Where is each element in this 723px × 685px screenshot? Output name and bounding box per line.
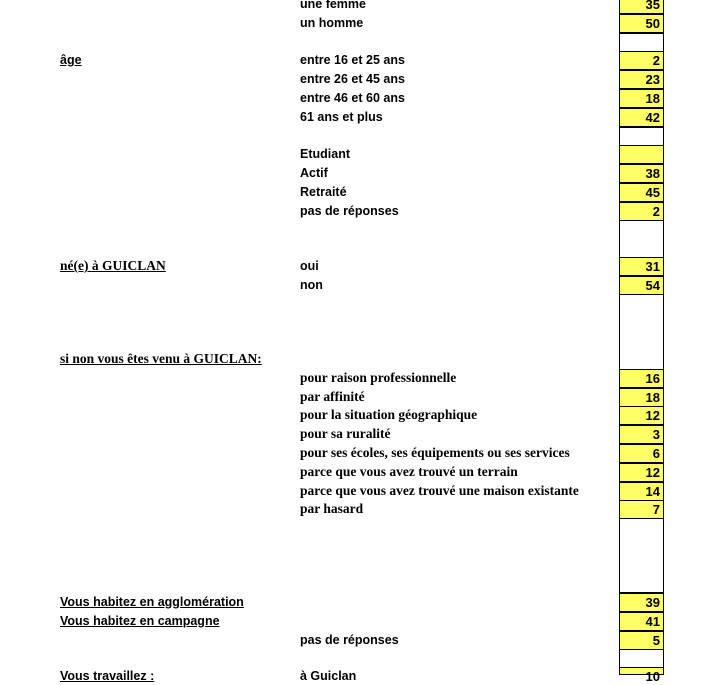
value-ne-oui: 31 [619, 257, 664, 276]
value-venu-8: 7 [619, 500, 664, 519]
empty-cell [619, 220, 664, 258]
heading-ne: né(e) à GUICLAN [60, 258, 166, 273]
empty-cell [619, 33, 664, 52]
value-venu-7: 14 [619, 482, 664, 501]
heading-age: âge [60, 53, 82, 67]
heading-travail: Vous travaillez : [60, 669, 155, 683]
value-age-4: 42 [619, 108, 664, 127]
label-femme: une femme [300, 0, 366, 11]
empty-cell [619, 518, 664, 593]
label-age-4: 61 ans et plus [300, 110, 383, 124]
label-statut-1: Etudiant [300, 147, 350, 161]
label-habitat-noresp: pas de réponses [300, 633, 399, 647]
value-campagne: 41 [619, 612, 664, 631]
label-venu-8: par hasard [300, 501, 364, 516]
value-venu-1: 16 [619, 369, 664, 388]
value-femme: 35 [619, 0, 664, 14]
label-statut-2: Actif [300, 166, 328, 180]
value-venu-3: 12 [619, 406, 664, 425]
label-venu-1: pour raison professionnelle [300, 370, 457, 385]
heading-venu: si non vous êtes venu à GUICLAN: [60, 351, 262, 366]
value-agglomeration: 39 [619, 593, 664, 612]
value-venu-4: 3 [619, 425, 664, 444]
value-statut-2: 38 [619, 164, 664, 183]
value-ne-non: 54 [619, 276, 664, 295]
label-venu-7: parce que vous avez trouvé une maison existante [300, 483, 579, 498]
label-statut-3: Retraité [300, 185, 347, 199]
label-statut-4: pas de réponses [300, 204, 399, 218]
label-venu-5: pour ses écoles, ses équipements ou ses services [300, 445, 570, 460]
label-travail: à Guiclan [300, 669, 357, 683]
label-agglomeration: Vous habitez en agglomération [60, 595, 244, 609]
empty-cell [619, 294, 664, 370]
empty-cell [619, 649, 664, 668]
label-age-3: entre 46 et 60 ans [300, 91, 405, 105]
value-habitat-noresp: 5 [619, 631, 664, 650]
value-statut-3: 45 [619, 183, 664, 202]
label-venu-6: parce que vous avez trouvé un terrain [300, 464, 518, 479]
value-age-2: 23 [619, 70, 664, 89]
label-venu-2: par affinité [300, 389, 365, 404]
value-age-3: 18 [619, 89, 664, 108]
label-campagne: Vous habitez en campagne [60, 614, 220, 628]
empty-cell [619, 127, 664, 146]
value-venu-6: 12 [619, 463, 664, 482]
value-venu-2: 18 [619, 388, 664, 407]
value-age-1: 2 [619, 51, 664, 70]
label-homme: un homme [300, 16, 364, 30]
value-statut-1 [619, 145, 664, 164]
value-venu-5: 6 [619, 444, 664, 463]
label-venu-3: pour la situation géographique [300, 407, 478, 422]
label-age-2: entre 26 et 45 ans [300, 72, 405, 86]
value-homme: 50 [619, 14, 664, 33]
label-venu-4: pour sa ruralité [300, 426, 391, 441]
label-ne-non: non [300, 278, 323, 292]
label-age-1: entre 16 et 25 ans [300, 53, 405, 67]
value-travail: 10 [619, 667, 664, 675]
label-ne-oui: oui [300, 259, 319, 273]
value-statut-4: 2 [619, 202, 664, 221]
